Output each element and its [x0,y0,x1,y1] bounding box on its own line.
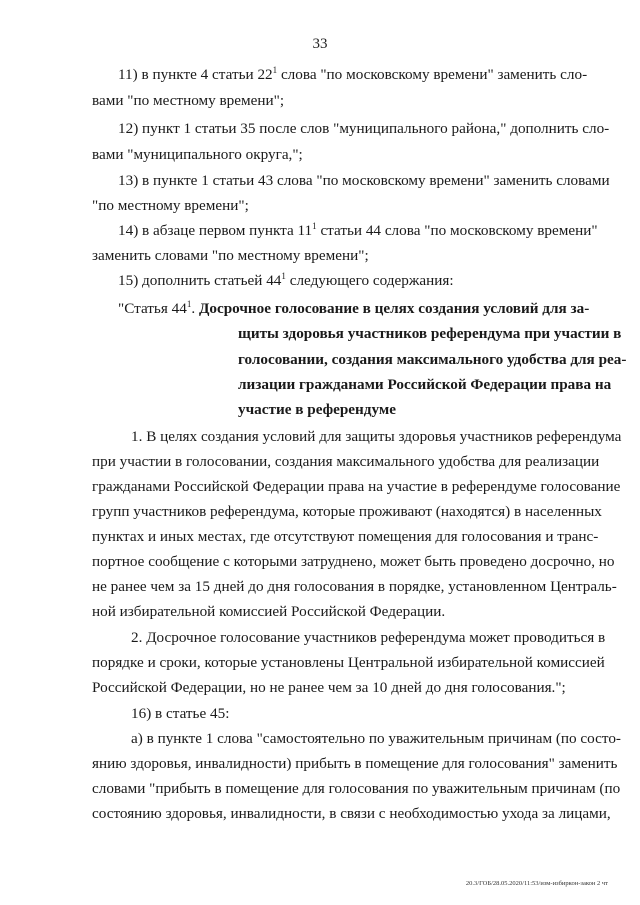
article-prefix: "Статья 44 [118,300,187,317]
item-13-line-1: 13) в пункте 1 статьи 43 слова "по московскому времени" заменить словами [118,172,610,189]
article-title-line-2: щиты здоровья участников референдума при участии в [238,325,622,342]
article-heading-line-1 [118,300,589,318]
item-12-line-2: вами "муниципального округа,"; [92,146,303,163]
para-1-line-6: портное сообщение с которыми затруднено, может быть проведено досрочно, но [92,553,615,570]
para-1-line-7: не ранее чем за 15 дней до дня голосования в порядке, установленном Централь- [92,578,617,595]
item-14-text-a: 14) в абзаце первом пункта 11 [118,222,313,239]
para-1-line-5: пунктах и иных местах, где отсутствуют помещения для голосования и транс- [92,528,599,545]
item-14-line-2: заменить словами "по местному времени"; [92,247,369,264]
article-title-line-4: лизации гражданами Российской Федерации права на [238,376,612,393]
item-13-line-2: "по местному времени"; [92,197,249,214]
para-1-line-8: ной избирательной комиссией Российской Федерации. [92,603,446,620]
para-1-line-1: 1. В целях создания условий для защиты здоровья участников референдума [131,428,622,445]
item-14-text-b: статьи 44 слова "по московскому времени" [316,222,598,239]
para-1-line-2: при участии в голосовании, создания максимального удобства для реализации [92,453,600,470]
para-1-line-3: гражданами Российской Федерации права на участие в референдуме голосование [92,478,621,495]
para-1-line-4: групп участников референдума, которые проживают (находятся) в населенных [92,503,602,520]
item-16a-line-2: янию здоровья, инвалидности) прибыть в помещение для голосования" заменить [92,755,618,772]
document-footer-code: 20.3/ГОБ/28.05.2020/11:53/изм-избиркон-закон 2 чт [465,880,608,887]
item-15-superscript: 1 [281,270,286,281]
article-title-line-3: голосовании, создания максимального удобства для реа- [238,351,627,368]
item-11-line-1 [118,66,600,84]
item-11-line-2: вами "по местному времени"; [92,92,285,109]
item-11-superscript: 1 [272,64,278,75]
para-2-line-1: 2. Досрочное голосование участников референдума может проводиться в [131,629,606,646]
para-2-line-3: Российской Федерации, но не ранее чем за 10 дней до дня голосования."; [92,679,566,696]
item-12-line-1: 12) пункт 1 статьи 35 после слов "муниципального района," дополнить сло- [118,120,610,137]
item-16a-line-4: состоянию здоровья, инвалидности, в связи с необходимостью ухода за лицами, [92,805,611,822]
article-prefix-superscript: 1 [186,298,192,309]
article-title-line-5: участие в референдуме [238,401,396,418]
item-11-text-a: 11) в пункте 4 статьи 22 [118,66,273,83]
item-15-line [118,272,454,290]
para-2-line-2: порядке и сроки, которые установлены Центральной избирательной комиссией [92,654,605,671]
item-14-superscript: 1 [312,220,317,231]
page-number: 33 [312,36,328,52]
item-16a-line-3: словами "прибыть в помещение для голосования по уважительным причинам (по [92,780,621,797]
item-14-line-1 [118,222,598,240]
article-title-line-1: Досрочное голосование в целях создания условий для за- [198,300,590,317]
article-prefix-end: . [191,300,199,317]
item-15-text-a: 15) дополнить статьей 44 [118,272,282,289]
item-16-line: 16) в статье 45: [131,705,230,722]
item-16a-line-1: а) в пункте 1 слова "самостоятельно по уважительным причинам (по состо- [131,730,621,747]
item-11-text-b: слова "по московскому времени" заменить сло- [277,66,588,83]
item-15-text-b: следующего содержания: [285,272,454,289]
